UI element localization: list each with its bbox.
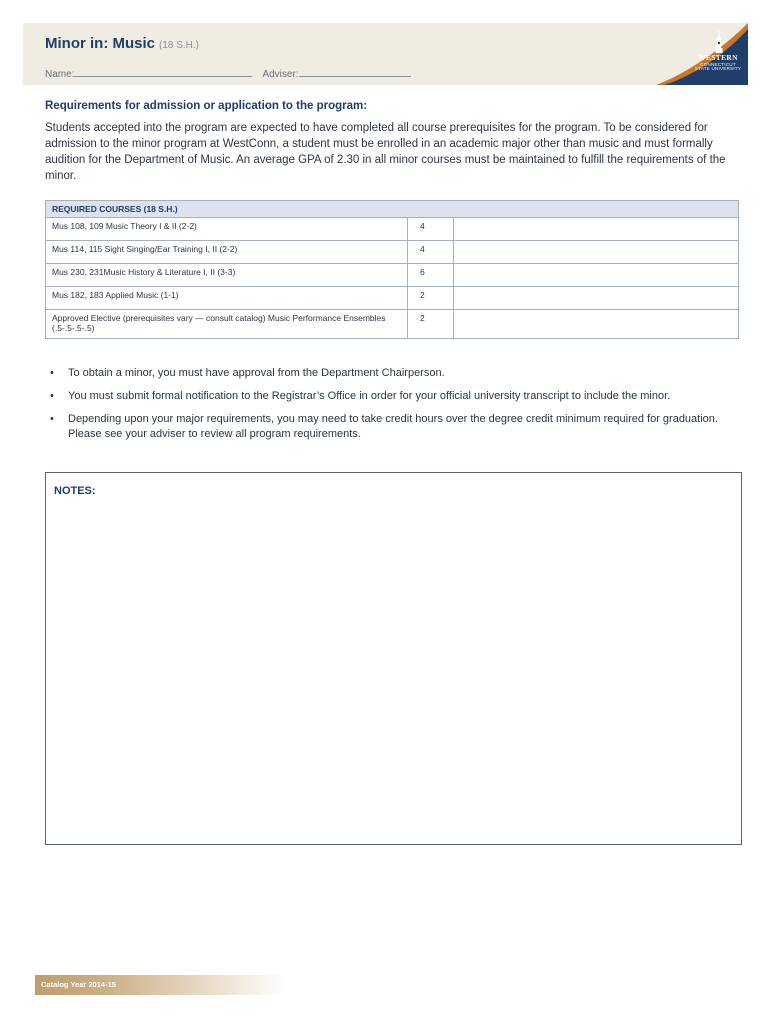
notes-cell[interactable]: [454, 218, 739, 241]
table-row: [46, 218, 739, 241]
requirements-text: Students accepted into the program are expected to have completed all course prerequisites for the program. To be considered for admission to the minor program at WestConn, a student must be enrolled in an academic major other than music and must formally audition for the Department of Music. An average GPA of 2.30 in all minor courses must be maintained to fulfill the requirements of the minor.: [45, 122, 726, 182]
table-header: REQUIRED COURSES (18 S.H.): [46, 201, 739, 218]
name-field[interactable]: [74, 67, 252, 77]
title-row: [45, 35, 199, 53]
logo-line-2: CONNECTICUT: [700, 61, 736, 67]
credits-cell: 2: [408, 310, 454, 339]
course-cell: Mus 230, 231Music History & Literature I, II (3-3): [46, 264, 408, 287]
table-row: [46, 287, 739, 310]
list-item: [50, 366, 740, 381]
page-title: Minor in: Music: [45, 35, 155, 52]
credits-cell: 4: [408, 241, 454, 264]
logo-line-3: STATE UNIVERSITY: [694, 66, 742, 72]
name-adviser-row: [45, 67, 411, 80]
list-item: [50, 412, 740, 442]
bullet-icon: •: [50, 390, 54, 402]
course-cell: Mus 182, 183 Applied Music (1-1): [46, 287, 408, 310]
adviser-label: Adviser:: [262, 69, 299, 80]
notes-cell[interactable]: [454, 287, 739, 310]
required-courses-table: [45, 200, 739, 339]
catalog-year: Catalog Year 2014-15: [41, 980, 116, 989]
credits-cell: 4: [408, 218, 454, 241]
notes-cell[interactable]: [454, 310, 739, 339]
table-row: [46, 310, 739, 339]
adviser-field[interactable]: [299, 67, 411, 77]
bullet-icon: •: [50, 367, 54, 379]
bullet-icon: •: [50, 413, 54, 425]
header-band: [23, 23, 748, 85]
course-cell: Mus 108, 109 Music Theory I & II (2-2): [46, 218, 408, 241]
table-row: [46, 264, 739, 287]
credits-cell: 2: [408, 287, 454, 310]
notes-cell[interactable]: [454, 264, 739, 287]
credit-hours: (18 S.H.): [159, 40, 200, 51]
catalog-year-banner: [35, 975, 285, 995]
bullet-text: You must submit formal notification to the Registrar’s Office in order for your official university transcript to include the minor.: [68, 390, 671, 402]
course-cell: Mus 114, 115 Sight Singing/Ear Training I, II (2-2): [46, 241, 408, 264]
clock-tower-icon: [714, 31, 724, 53]
credits-cell: 6: [408, 264, 454, 287]
course-cell: Approved Elective (prerequisites vary — consult catalog) Music Performance Ensembles (.5-.5-.5-.5): [46, 310, 408, 339]
info-bullet-list: [50, 366, 740, 450]
requirements-heading: Requirements for admission or application to the program:: [45, 100, 368, 112]
name-label: Name:: [45, 69, 75, 80]
bullet-text: To obtain a minor, you must have approval from the Department Chairperson.: [68, 367, 445, 379]
bullet-text: Depending upon your major requirements, you may need to take credit hours over the degree credit minimum required for graduation. Please see your adviser to review all program requirements.: [68, 413, 718, 440]
notes-cell[interactable]: [454, 241, 739, 264]
notes-label: NOTES:: [54, 485, 96, 497]
logo-line-1: WESTERN: [698, 53, 738, 62]
notes-box[interactable]: [45, 472, 742, 845]
table-row: [46, 241, 739, 264]
list-item: [50, 389, 740, 404]
logo-text: [694, 54, 742, 72]
